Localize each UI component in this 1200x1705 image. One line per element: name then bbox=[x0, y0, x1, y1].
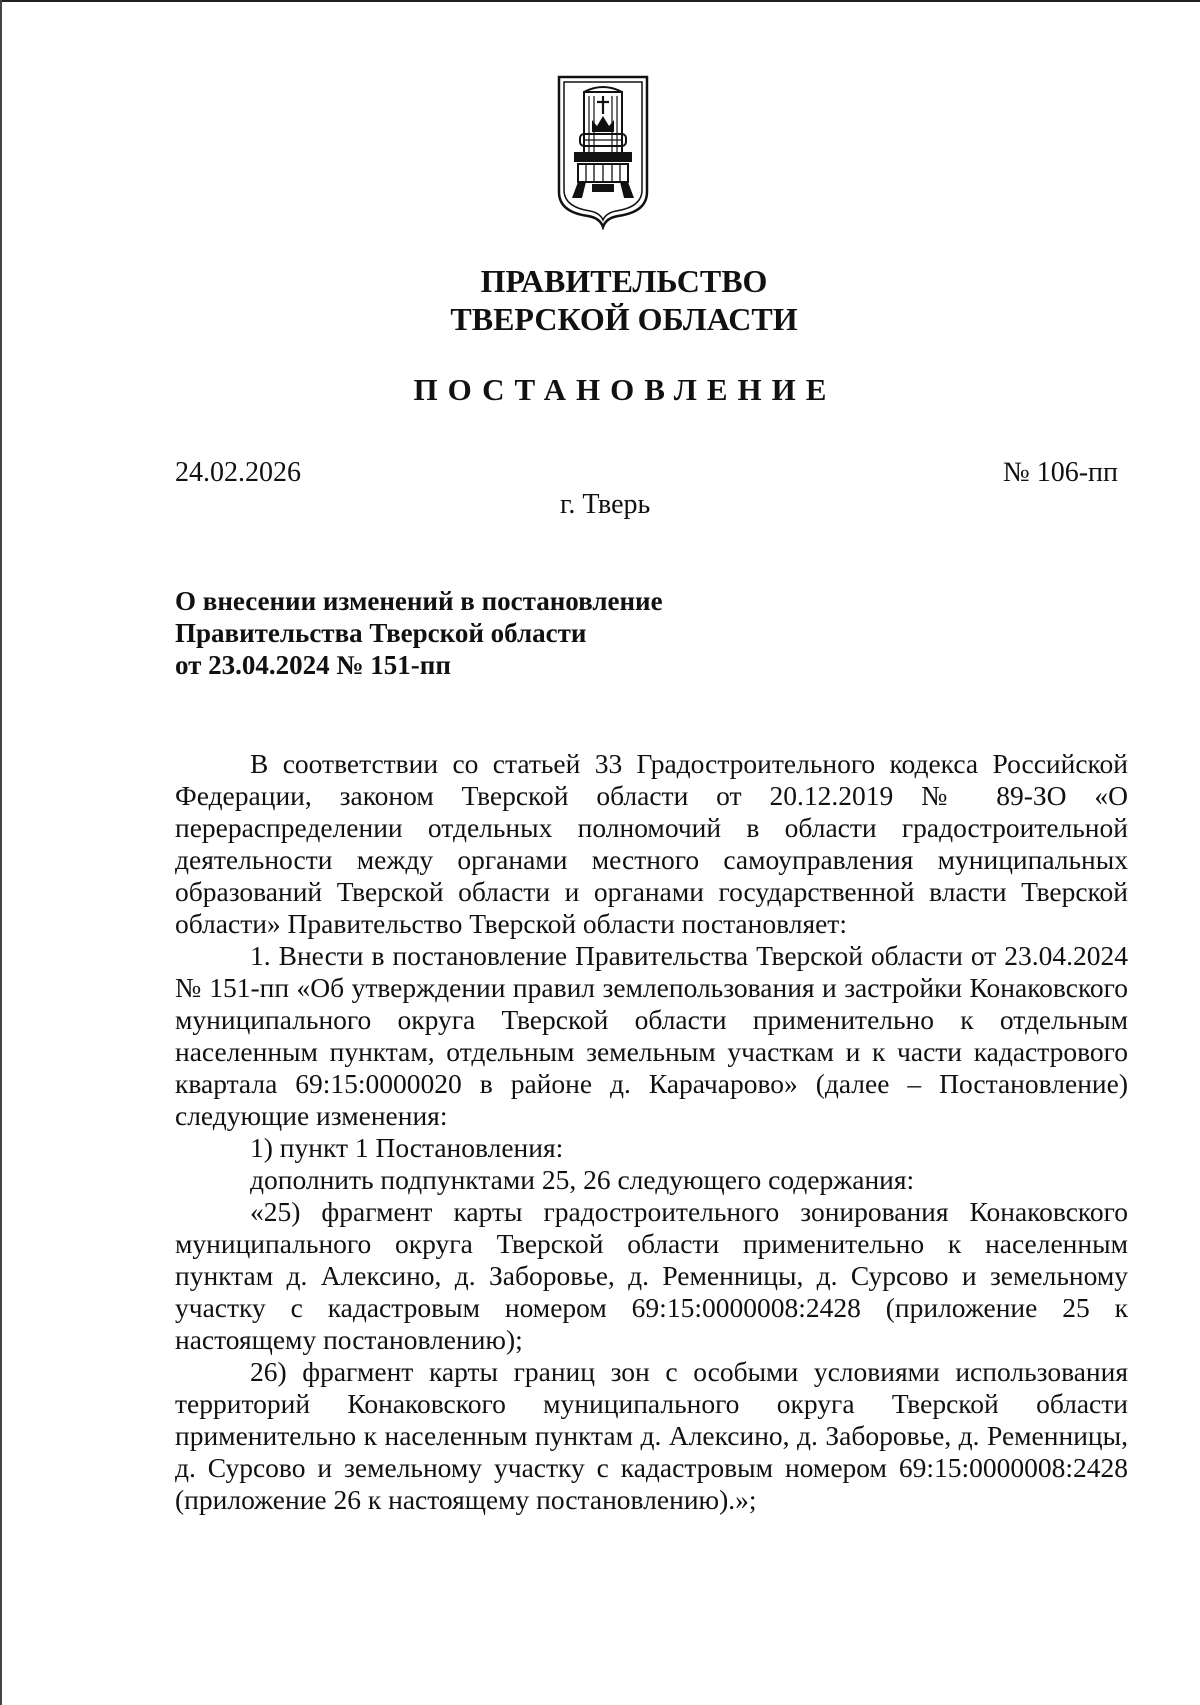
document-subject bbox=[175, 585, 875, 681]
document-city: г. Тверь bbox=[560, 489, 651, 520]
page-edge-left bbox=[0, 0, 2, 1705]
subitem-1-action-paragraph: дополнить подпунктами 25, 26 следующего содержания: bbox=[250, 1164, 915, 1195]
subitem-1-paragraph: 1) пункт 1 Постановления: bbox=[250, 1132, 564, 1163]
document-date: 24.02.2026 bbox=[175, 457, 301, 488]
document-number: № 106-пп bbox=[1002, 457, 1118, 488]
preamble-paragraph: В соответствии со статьей 33 Градостроительного кодекса Российской Федерации, законом Тверской области от 20.12.2019 № 89-ЗО «О перераспределении отдельных полномочий в области градостроительной деятельности между органами местного самоуправления муниципальных образований Тверской области и органами государственной власти Тверской области» Правительство Тверской области постановляет: bbox=[175, 748, 1128, 939]
tver-coat-of-arms-icon bbox=[556, 74, 650, 230]
org-line-2: ТВЕРСКОЙ ОБЛАСТИ bbox=[450, 301, 798, 337]
subject-line-2: Правительства Тверской области bbox=[175, 618, 587, 648]
point-25-paragraph: «25) фрагмент карты градостроительного зонирования Конаковского муниципального округа Тверской области применительно к населенным пунктам д. Алексино, д. Заборовье, д. Ременницы, д. Сурсово и земельному участку с кадастровым номером 69:15:0000008:2428 (приложение 25 к настоящему постановлению); bbox=[175, 1196, 1128, 1355]
subject-line-1: О внесении изменений в постановление bbox=[175, 586, 663, 616]
page-edge-top bbox=[0, 0, 1200, 2]
item-1-paragraph: 1. Внести в постановление Правительства Тверской области от 23.04.2024 № 151-пп «Об утверждении правил землепользования и застройки Конаковского муниципального округа Тверской области применительно к отдельным населенным пунктам, отдельным земельным участкам и к части кадастрового квартала 69:15:0000020 в районе д. Карачарово» (далее – Постановление) следующие изменения: bbox=[175, 940, 1128, 1131]
document-body bbox=[175, 748, 1128, 1516]
subject-line-3: от 23.04.2024 № 151-пп bbox=[175, 650, 451, 680]
document-type: ПОСТАНОВЛЕНИЕ bbox=[413, 372, 837, 407]
issuing-authority bbox=[0, 262, 1200, 338]
org-line-1: ПРАВИТЕЛЬСТВО bbox=[480, 263, 768, 299]
point-26-paragraph: 26) фрагмент карты границ зон с особыми условиями использования территорий Конаковского муниципального округа Тверской области применительно к населенным пунктам д. Алексино, д. Заборовье, д. Ременницы, д. Сурсово и земельному участку с кадастровым номером 69:15:0000008:2428 (приложение 26 к настоящему постановлению).»; bbox=[175, 1356, 1128, 1515]
